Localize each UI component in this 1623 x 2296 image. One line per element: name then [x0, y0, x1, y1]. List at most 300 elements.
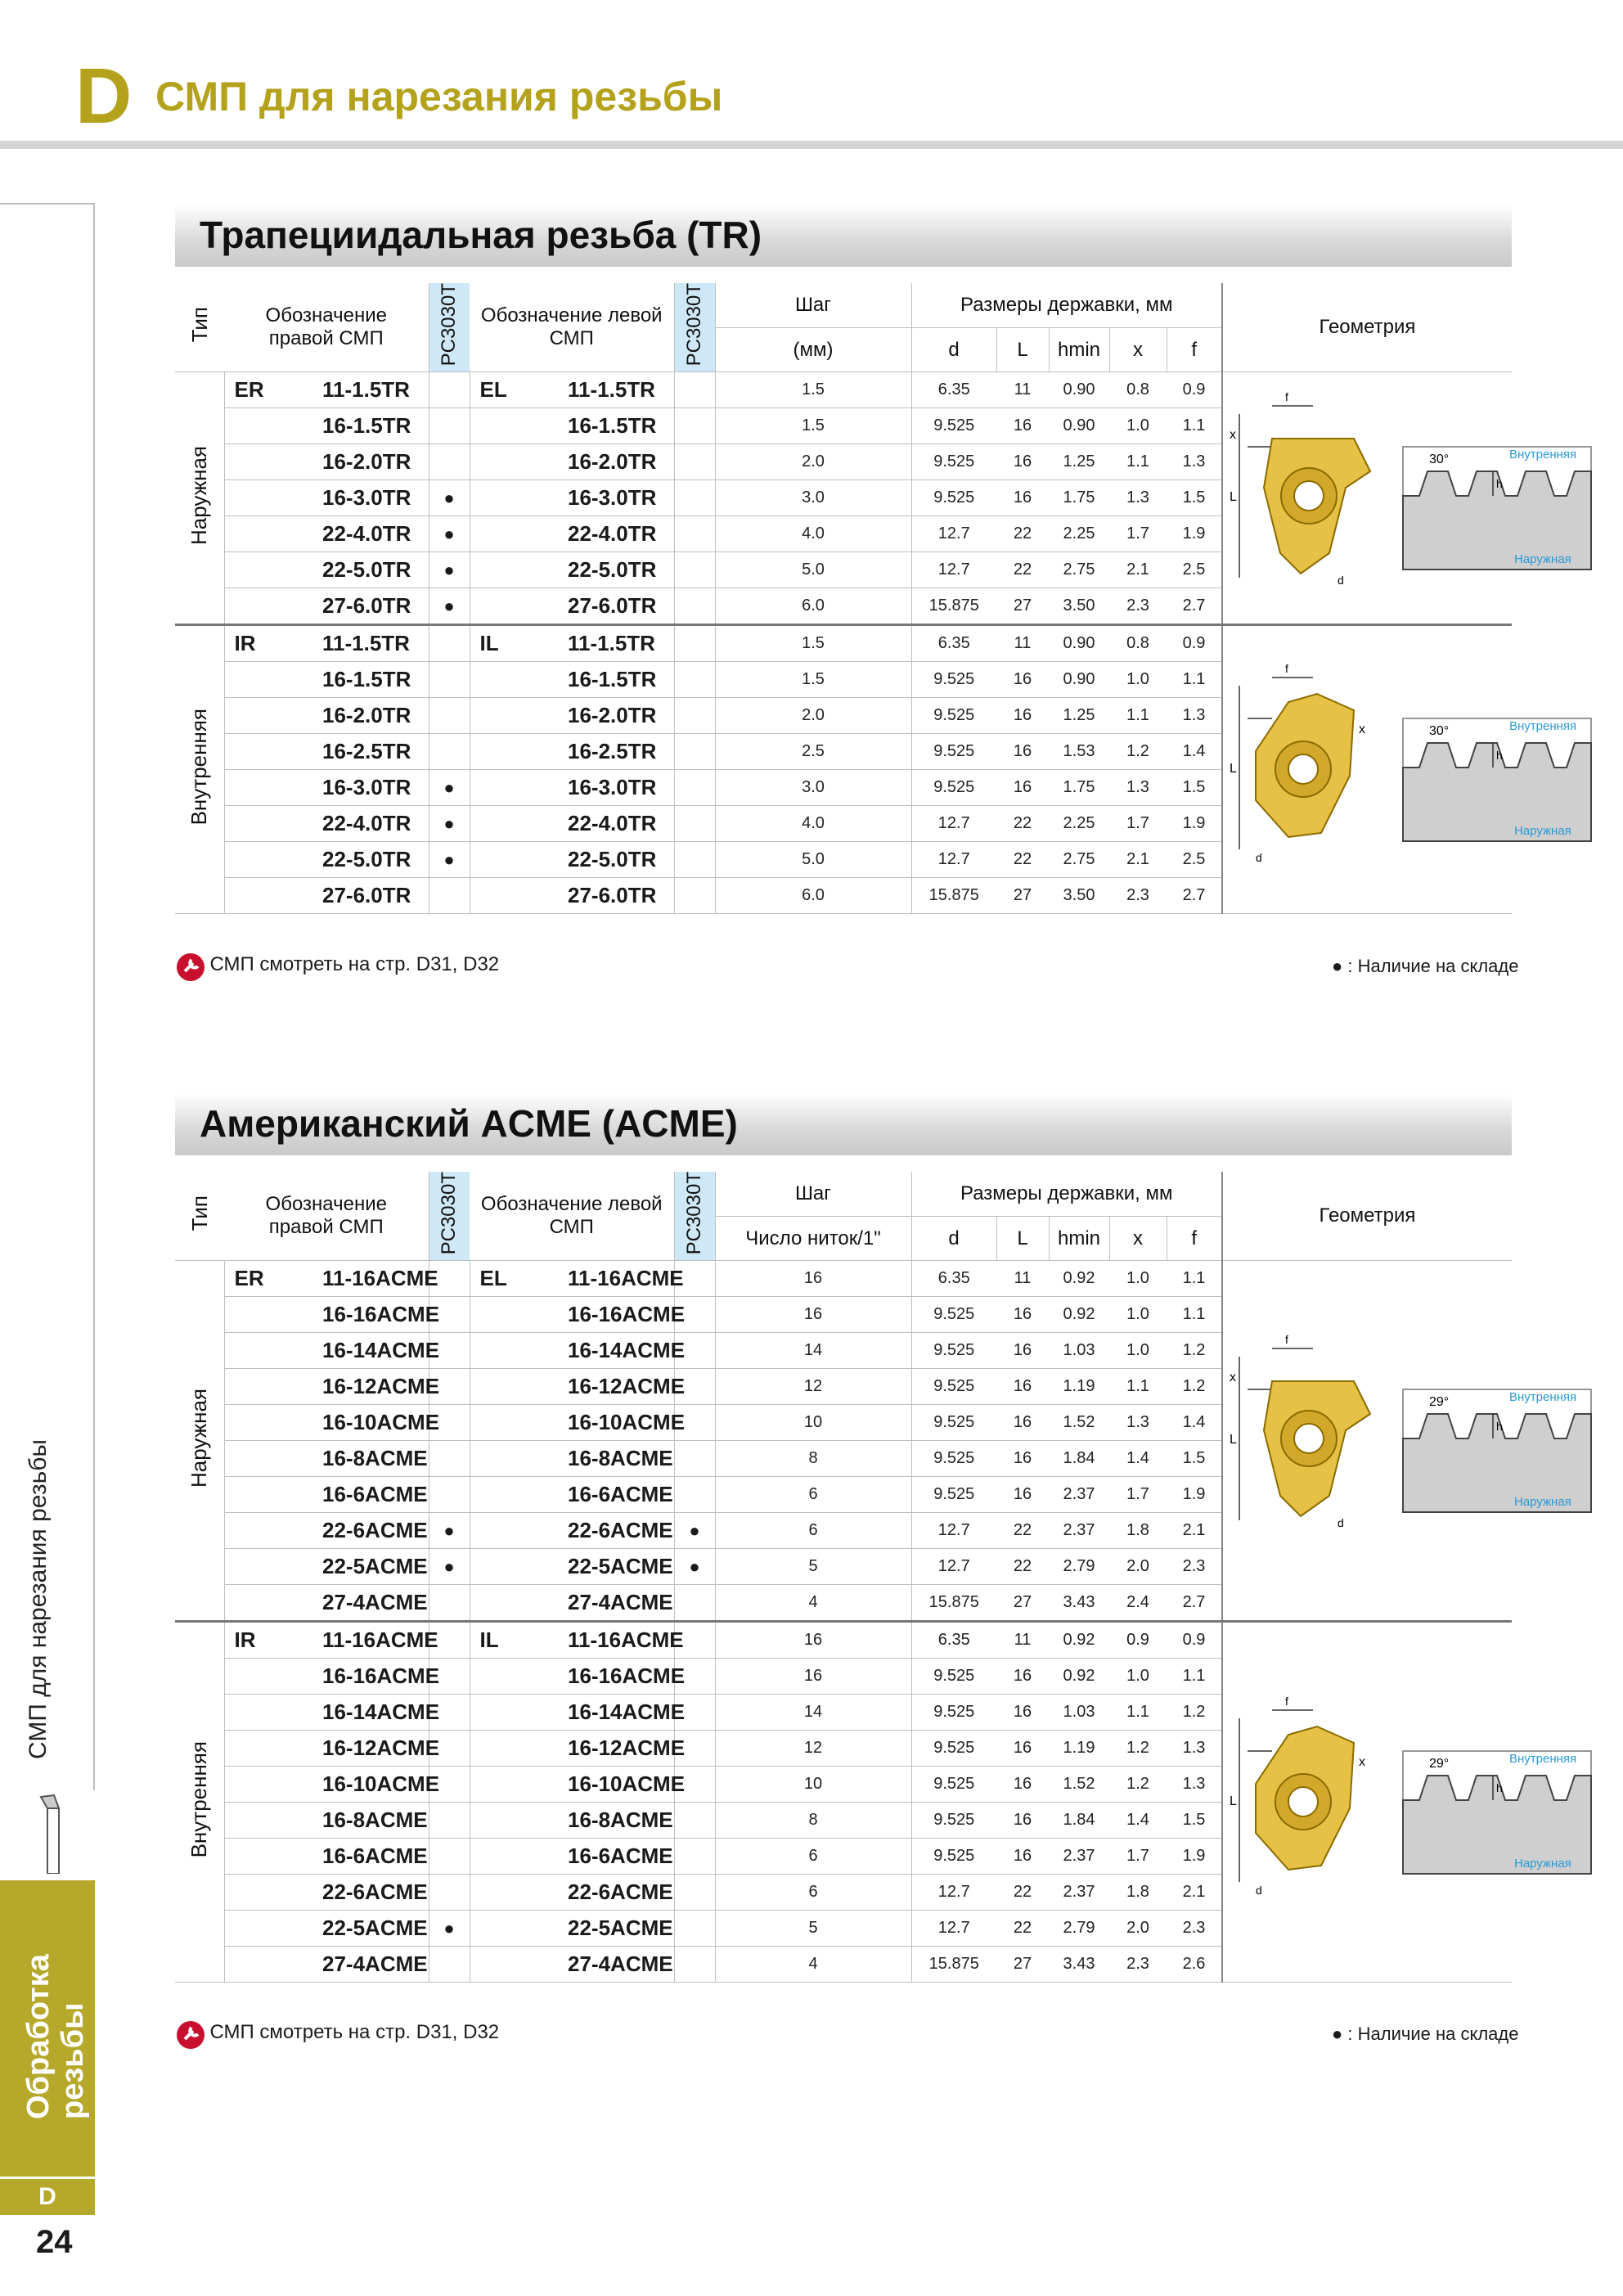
svg-text:d: d: [1338, 1515, 1344, 1529]
d-value: 9.525: [911, 1839, 996, 1875]
hmin-value: 3.43: [1049, 1585, 1109, 1622]
x-value: 1.2: [1109, 734, 1167, 770]
svg-text:L: L: [1230, 1794, 1237, 1808]
pitch-value: 16: [715, 1659, 911, 1695]
col-d: d: [911, 1216, 996, 1261]
right-prefix: [224, 1585, 322, 1622]
pitch-value: 6.0: [715, 588, 911, 625]
right-stock: [429, 408, 470, 444]
left-prefix: [470, 842, 568, 878]
left-code: 22-4.0TR: [568, 806, 674, 842]
svg-text:Внутренняя: Внутренняя: [1509, 1389, 1577, 1404]
left-prefix: EL: [470, 372, 568, 408]
left-prefix: [470, 698, 568, 734]
pitch-value: 8: [715, 1803, 911, 1839]
hmin-value: 2.75: [1049, 842, 1109, 878]
col-hmin: hmin: [1049, 1216, 1109, 1261]
f-value: 2.7: [1167, 588, 1222, 625]
d-value: 9.525: [911, 1405, 996, 1441]
L-value: 22: [996, 1513, 1049, 1549]
threading-tool-icon: [33, 1792, 74, 1874]
svg-text:Внутренняя: Внутренняя: [1509, 447, 1577, 461]
L-value: 16: [996, 408, 1049, 444]
pitch-value: 3.0: [715, 480, 911, 516]
left-stock: ●: [674, 1513, 715, 1549]
L-value: 16: [996, 480, 1049, 516]
d-value: 6.35: [911, 1261, 996, 1297]
left-code: 22-4.0TR: [568, 516, 674, 552]
right-code: 22-5ACME: [322, 1911, 429, 1947]
L-value: 16: [996, 1695, 1049, 1731]
d-value: 12.7: [911, 806, 996, 842]
right-code: 22-5.0TR: [322, 552, 429, 588]
svg-text:h: h: [1496, 1781, 1503, 1794]
stock-legend-acme: ● : Наличие на складе: [1332, 2024, 1519, 2044]
col-pitch-unit: Число ниток/1": [715, 1216, 911, 1261]
left-prefix: [470, 1875, 568, 1911]
f-value: 2.3: [1167, 1549, 1222, 1585]
right-prefix: ER: [224, 372, 322, 408]
left-code: 16-8ACME: [568, 1803, 674, 1839]
pitch-value: 3.0: [715, 770, 911, 806]
left-prefix: [470, 1549, 568, 1585]
hmin-value: 0.92: [1049, 1659, 1109, 1695]
f-value: 1.9: [1167, 516, 1222, 552]
f-value: 1.9: [1167, 1477, 1222, 1513]
x-value: 1.1: [1109, 1369, 1167, 1405]
hmin-value: 0.90: [1049, 662, 1109, 698]
pitch-value: 10: [715, 1767, 911, 1803]
left-code: 11-16ACME: [568, 1261, 674, 1297]
pitch-value: 1.5: [715, 625, 911, 662]
hmin-value: 1.84: [1049, 1441, 1109, 1477]
right-stock: [429, 698, 470, 734]
type-cell-int: [175, 625, 224, 914]
geometry-diagram-int: [1222, 625, 1577, 914]
geometry-diagram-ext: [1222, 1261, 1577, 1622]
col-hmin: hmin: [1049, 327, 1109, 372]
svg-text:Наружная: Наружная: [1514, 1856, 1571, 1871]
svg-text:h: h: [1496, 1419, 1503, 1433]
hmin-value: 0.92: [1049, 1622, 1109, 1659]
right-code: 16-2.5TR: [322, 734, 429, 770]
hmin-value: 2.79: [1049, 1549, 1109, 1585]
x-value: 1.3: [1109, 480, 1167, 516]
right-stock: [429, 372, 470, 408]
left-code: 16-8ACME: [568, 1441, 674, 1477]
x-value: 1.3: [1109, 770, 1167, 806]
col-geometry: Геометрия: [1222, 283, 1512, 372]
left-stock: [674, 806, 715, 842]
left-code: 16-1.5TR: [568, 662, 674, 698]
left-stock: [674, 588, 715, 625]
left-prefix: IL: [470, 1622, 568, 1659]
svg-text:f: f: [1285, 661, 1288, 675]
hmin-value: 2.79: [1049, 1911, 1109, 1947]
L-value: 16: [996, 770, 1049, 806]
d-value: 12.7: [911, 1875, 996, 1911]
right-stock: [429, 1441, 470, 1477]
L-value: 16: [996, 1767, 1049, 1803]
f-value: 1.3: [1167, 698, 1222, 734]
right-prefix: [224, 1297, 322, 1333]
left-prefix: [470, 1659, 568, 1695]
left-code: 16-14ACME: [568, 1333, 674, 1369]
x-value: 1.0: [1109, 1297, 1167, 1333]
type-label: Наружная: [187, 445, 212, 545]
right-stock: ●: [429, 516, 470, 552]
col-grade-right: [429, 1172, 470, 1261]
L-value: 16: [996, 1803, 1049, 1839]
right-prefix: ER: [224, 1261, 322, 1297]
left-prefix: [470, 480, 568, 516]
right-code: 27-4ACME: [322, 1585, 429, 1622]
pitch-value: 16: [715, 1261, 911, 1297]
right-code: 16-16ACME: [322, 1659, 429, 1695]
page-number: 24: [36, 2224, 73, 2260]
right-code: 22-4.0TR: [322, 806, 429, 842]
left-stock: [674, 1839, 715, 1875]
left-code: 22-6ACME: [568, 1875, 674, 1911]
f-value: 2.1: [1167, 1513, 1222, 1549]
pitch-value: 1.5: [715, 372, 911, 408]
left-stock: [674, 698, 715, 734]
right-prefix: [224, 1695, 322, 1731]
right-code: 16-14ACME: [322, 1333, 429, 1369]
left-prefix: IL: [470, 625, 568, 662]
x-value: 2.1: [1109, 842, 1167, 878]
left-stock: [674, 734, 715, 770]
left-stock: [674, 1911, 715, 1947]
svg-text:f: f: [1285, 389, 1288, 403]
left-code: 16-10ACME: [568, 1405, 674, 1441]
col-holder-dims: Размеры державки, мм: [911, 283, 1222, 327]
x-value: 2.3: [1109, 878, 1167, 914]
pitch-value: 12: [715, 1731, 911, 1767]
pitch-value: 5: [715, 1911, 911, 1947]
right-code: 16-1.5TR: [322, 662, 429, 698]
col-pitch: Шаг: [715, 1172, 911, 1216]
pitch-value: 6.0: [715, 878, 911, 914]
right-prefix: [224, 552, 322, 588]
L-value: 22: [996, 1549, 1049, 1585]
f-value: 1.1: [1167, 1659, 1222, 1695]
right-code: 27-4ACME: [322, 1947, 429, 1983]
col-type: [175, 283, 224, 372]
x-value: 1.0: [1109, 408, 1167, 444]
right-stock: [429, 878, 470, 914]
right-prefix: [224, 444, 322, 480]
right-stock: ●: [429, 1513, 470, 1549]
svg-text:L: L: [1230, 489, 1237, 504]
left-prefix: EL: [470, 1261, 568, 1297]
left-prefix: [470, 1405, 568, 1441]
right-prefix: [224, 770, 322, 806]
left-prefix: [470, 1297, 568, 1333]
col-type-label: Тип: [187, 307, 212, 343]
svg-text:Внутренняя: Внутренняя: [1509, 718, 1577, 733]
section-title-tr: Трапециидальная резьба (TR): [200, 214, 762, 256]
right-code: 16-3.0TR: [322, 770, 429, 806]
right-prefix: [224, 1477, 322, 1513]
left-code: 27-4ACME: [568, 1947, 674, 1983]
left-code: 16-16ACME: [568, 1659, 674, 1695]
right-prefix: IR: [224, 625, 322, 662]
L-value: 16: [996, 1333, 1049, 1369]
svg-text:x: x: [1230, 427, 1236, 442]
left-prefix: [470, 1585, 568, 1622]
right-prefix: [224, 1549, 322, 1585]
f-value: 1.4: [1167, 734, 1222, 770]
d-value: 12.7: [911, 552, 996, 588]
f-value: 1.1: [1167, 662, 1222, 698]
left-code: 16-2.0TR: [568, 444, 674, 480]
left-stock: [674, 842, 715, 878]
left-stock: [674, 662, 715, 698]
type-label: Наружная: [187, 1388, 212, 1488]
left-code: 16-2.0TR: [568, 698, 674, 734]
left-prefix: [470, 770, 568, 806]
L-value: 16: [996, 1441, 1049, 1477]
d-value: 9.525: [911, 662, 996, 698]
x-value: 2.0: [1109, 1549, 1167, 1585]
right-code: 22-5.0TR: [322, 842, 429, 878]
right-code: 16-3.0TR: [322, 480, 429, 516]
right-prefix: [224, 588, 322, 625]
x-value: 1.4: [1109, 1441, 1167, 1477]
side-vertical-label: СМП для нарезания резьбы: [25, 1439, 52, 1759]
see-page-text: СМП смотреть на стр. D31, D32: [209, 953, 500, 976]
table-row: [175, 1622, 1512, 1659]
f-value: 1.3: [1167, 444, 1222, 480]
pitch-value: 6: [715, 1839, 911, 1875]
right-stock: [429, 734, 470, 770]
right-code: 16-12ACME: [322, 1369, 429, 1405]
L-value: 11: [996, 625, 1049, 662]
left-code: 16-6ACME: [568, 1477, 674, 1513]
pitch-value: 4: [715, 1585, 911, 1622]
d-value: 9.525: [911, 1297, 996, 1333]
pitch-value: 5.0: [715, 842, 911, 878]
hmin-value: 1.19: [1049, 1731, 1109, 1767]
x-value: 2.0: [1109, 1911, 1167, 1947]
hmin-value: 0.92: [1049, 1261, 1109, 1297]
d-value: 9.525: [911, 734, 996, 770]
left-code: 16-10ACME: [568, 1767, 674, 1803]
left-prefix: [470, 1369, 568, 1405]
right-code: 22-4.0TR: [322, 516, 429, 552]
page-title: СМП для нарезания резьбы: [155, 74, 723, 119]
svg-text:29°: 29°: [1429, 1394, 1450, 1409]
col-pitch: Шаг: [715, 283, 911, 327]
section-band-tr: [175, 205, 1512, 267]
L-value: 22: [996, 806, 1049, 842]
svg-text:x: x: [1230, 1370, 1236, 1384]
hmin-value: 2.37: [1049, 1839, 1109, 1875]
tr-table: [175, 283, 1577, 914]
svg-text:x: x: [1359, 1754, 1365, 1769]
x-value: 1.7: [1109, 806, 1167, 842]
col-left-designation: Обозначение левой СМП: [470, 1172, 674, 1261]
right-prefix: [224, 1441, 322, 1477]
d-value: 9.525: [911, 1477, 996, 1513]
pitch-value: 6: [715, 1875, 911, 1911]
svg-text:f: f: [1285, 1694, 1288, 1708]
d-value: 9.525: [911, 1659, 996, 1695]
left-prefix: [470, 1333, 568, 1369]
f-value: 2.3: [1167, 1911, 1222, 1947]
L-value: 27: [996, 588, 1049, 625]
left-code: 16-1.5TR: [568, 408, 674, 444]
hmin-value: 0.90: [1049, 408, 1109, 444]
L-value: 16: [996, 1731, 1049, 1767]
side-tab-letter: D: [0, 2177, 95, 2215]
right-code: 22-5ACME: [322, 1549, 429, 1585]
right-prefix: [224, 1369, 322, 1405]
L-value: 16: [996, 444, 1049, 480]
f-value: 1.2: [1167, 1333, 1222, 1369]
d-value: 9.525: [911, 1767, 996, 1803]
right-prefix: [224, 842, 322, 878]
x-value: 0.9: [1109, 1622, 1167, 1659]
left-code: 22-5.0TR: [568, 842, 674, 878]
right-stock: [429, 662, 470, 698]
left-code: 16-12ACME: [568, 1369, 674, 1405]
left-code: 16-2.5TR: [568, 734, 674, 770]
f-value: 0.9: [1167, 625, 1222, 662]
left-prefix: [470, 444, 568, 480]
hmin-value: 1.52: [1049, 1767, 1109, 1803]
left-stock: [674, 1875, 715, 1911]
svg-text:29°: 29°: [1429, 1756, 1450, 1771]
col-right-designation: Обозначение правой СМП: [224, 1172, 429, 1261]
table-row: [175, 625, 1512, 662]
svg-text:d: d: [1256, 850, 1262, 864]
hmin-value: 1.03: [1049, 1333, 1109, 1369]
right-stock: ●: [429, 588, 470, 625]
col-grade-left: [674, 1172, 715, 1261]
f-value: 1.4: [1167, 1405, 1222, 1441]
hmin-value: 2.25: [1049, 516, 1109, 552]
x-value: 1.2: [1109, 1767, 1167, 1803]
right-code: 16-8ACME: [322, 1441, 429, 1477]
d-value: 9.525: [911, 444, 996, 480]
hmin-value: 1.25: [1049, 444, 1109, 480]
table-row: [175, 1261, 1512, 1297]
f-value: 1.5: [1167, 1441, 1222, 1477]
d-value: 9.525: [911, 770, 996, 806]
x-value: 1.1: [1109, 444, 1167, 480]
left-stock: [674, 444, 715, 480]
geometry-diagram-ext: [1222, 372, 1577, 625]
left-code: 27-4ACME: [568, 1585, 674, 1622]
left-prefix: [470, 1911, 568, 1947]
x-value: 2.4: [1109, 1585, 1167, 1622]
right-code: 22-6ACME: [322, 1513, 429, 1549]
type-label: Внутренняя: [187, 709, 212, 826]
right-stock: [429, 1875, 470, 1911]
L-value: 11: [996, 1622, 1049, 1659]
x-value: 1.0: [1109, 662, 1167, 698]
pitch-value: 4: [715, 1947, 911, 1983]
f-value: 1.9: [1167, 1839, 1222, 1875]
left-code: 22-5ACME: [568, 1549, 674, 1585]
header-row-1: [175, 283, 1512, 327]
pitch-value: 1.5: [715, 662, 911, 698]
x-value: 1.8: [1109, 1513, 1167, 1549]
right-prefix: [224, 698, 322, 734]
left-stock: [674, 625, 715, 662]
pitch-value: 4.0: [715, 806, 911, 842]
wrench-icon: [175, 2019, 206, 2051]
col-holder-dims: Размеры державки, мм: [911, 1172, 1222, 1216]
col-L: L: [996, 1216, 1049, 1261]
x-value: 1.0: [1109, 1261, 1167, 1297]
d-value: 9.525: [911, 1695, 996, 1731]
pitch-value: 12: [715, 1369, 911, 1405]
left-code: 16-16ACME: [568, 1297, 674, 1333]
pitch-value: 16: [715, 1622, 911, 1659]
left-prefix: [470, 662, 568, 698]
left-code: 16-12ACME: [568, 1731, 674, 1767]
right-stock: ●: [429, 842, 470, 878]
right-code: 11-16ACME: [322, 1622, 429, 1659]
L-value: 11: [996, 1261, 1049, 1297]
left-stock: [674, 516, 715, 552]
L-value: 22: [996, 1911, 1049, 1947]
L-value: 16: [996, 1405, 1049, 1441]
svg-text:d: d: [1256, 1883, 1262, 1897]
hmin-value: 2.75: [1049, 552, 1109, 588]
L-value: 27: [996, 878, 1049, 914]
right-prefix: [224, 516, 322, 552]
f-value: 2.5: [1167, 842, 1222, 878]
right-prefix: [224, 1333, 322, 1369]
pitch-value: 10: [715, 1405, 911, 1441]
header-rule: [0, 141, 1623, 149]
d-value: 6.35: [911, 1622, 996, 1659]
right-code: 27-6.0TR: [322, 588, 429, 625]
col-grade-left: [674, 283, 715, 372]
left-prefix: [470, 1803, 568, 1839]
svg-text:L: L: [1230, 1432, 1237, 1447]
left-stock: [674, 878, 715, 914]
right-stock: [429, 1839, 470, 1875]
pitch-value: 16: [715, 1297, 911, 1333]
right-stock: ●: [429, 552, 470, 588]
col-f: f: [1167, 327, 1222, 372]
right-prefix: [224, 480, 322, 516]
col-d: d: [911, 327, 996, 372]
left-stock: [674, 552, 715, 588]
svg-text:L: L: [1230, 761, 1237, 776]
left-stock: [674, 1803, 715, 1839]
x-value: 1.7: [1109, 1477, 1167, 1513]
right-stock: ●: [429, 1911, 470, 1947]
d-value: 15.875: [911, 1585, 996, 1622]
right-code: 16-6ACME: [322, 1839, 429, 1875]
d-value: 6.35: [911, 625, 996, 662]
x-value: 1.8: [1109, 1875, 1167, 1911]
hmin-value: 2.37: [1049, 1477, 1109, 1513]
L-value: 16: [996, 1659, 1049, 1695]
hmin-value: 1.19: [1049, 1369, 1109, 1405]
L-value: 16: [996, 662, 1049, 698]
col-geometry: Геометрия: [1222, 1172, 1512, 1261]
right-prefix: [224, 1659, 322, 1695]
left-stock: [674, 408, 715, 444]
x-value: 2.3: [1109, 1947, 1167, 1983]
